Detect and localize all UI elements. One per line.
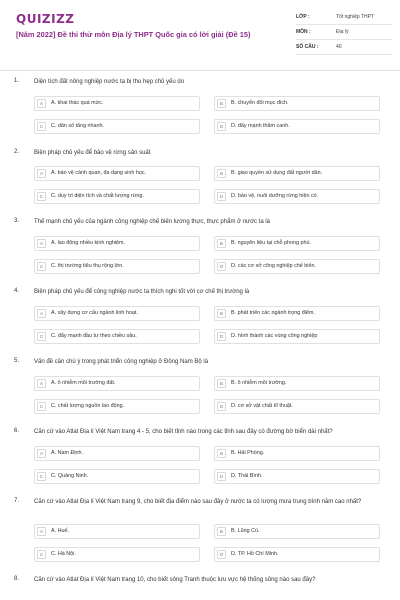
question-number: 8. [14, 576, 20, 582]
option-text: C. chất lượng nguồn lao động. [51, 403, 125, 409]
option-a[interactable] [34, 524, 200, 539]
option-text: B. phát triển các ngành trọng điểm. [231, 310, 315, 316]
meta-table [296, 10, 392, 55]
question-text: Diện tích đất nông nghiệp nước ta bị thu hẹp chủ yếu do [34, 79, 185, 85]
option-a[interactable] [34, 446, 200, 461]
meta-value: Tốt nghiệp THPT [336, 14, 374, 20]
question-number: 3. [14, 218, 20, 224]
option-text: B. ô nhiễm môi trường. [231, 380, 287, 386]
option-text: D. bảo vệ, nuôi dưỡng rừng hiện có. [231, 193, 319, 199]
option-letter: D [217, 402, 226, 411]
quizizz-logo: QUIZIZZ [16, 12, 75, 26]
meta-value: Địa lý [336, 29, 349, 35]
option-letter: C [37, 332, 46, 341]
option-a[interactable] [34, 96, 200, 111]
option-letter: A [37, 449, 46, 458]
option-letter: A [37, 379, 46, 388]
option-letter: A [37, 169, 46, 178]
option-text: C. duy trì diện tích và chất lượng rừng. [51, 193, 144, 199]
option-letter: D [217, 122, 226, 131]
option-text: B. Lũng Cú. [231, 528, 260, 534]
option-letter: A [37, 239, 46, 248]
question-number: 7. [14, 498, 20, 504]
option-c[interactable] [34, 259, 200, 274]
option-letter: C [37, 402, 46, 411]
option-d[interactable] [214, 189, 380, 204]
document-header [0, 0, 400, 66]
option-text: A. ô nhiễm môi trường đất. [51, 380, 116, 386]
option-b[interactable] [214, 376, 380, 391]
option-letter: B [217, 449, 226, 458]
option-a[interactable] [34, 376, 200, 391]
option-d[interactable] [214, 469, 380, 484]
option-letter: B [217, 99, 226, 108]
option-text: A. Huế. [51, 528, 69, 534]
option-c[interactable] [34, 399, 200, 414]
meta-label: LỚP : [296, 14, 310, 20]
meta-row-count [296, 40, 392, 55]
option-c[interactable] [34, 189, 200, 204]
question-number: 6. [14, 428, 20, 434]
option-b[interactable] [214, 524, 380, 539]
question-number: 4. [14, 288, 20, 294]
question-number: 1. [14, 78, 20, 84]
option-d[interactable] [214, 119, 380, 134]
option-text: A. xây dựng cơ cấu ngành linh hoạt. [51, 310, 138, 316]
meta-label: SỐ CÂU : [296, 44, 319, 50]
option-b[interactable] [214, 96, 380, 111]
option-a[interactable] [34, 306, 200, 321]
option-letter: C [37, 472, 46, 481]
option-c[interactable] [34, 547, 200, 562]
option-letter: B [217, 309, 226, 318]
option-text: C. đẩy mạnh đầu tư theo chiều sâu. [51, 333, 137, 339]
option-letter: D [217, 332, 226, 341]
option-text: A. lao động nhiều kinh nghiệm. [51, 240, 126, 246]
option-letter: B [217, 527, 226, 536]
option-letter: D [217, 262, 226, 271]
option-text: D. hình thành các vùng công nghiệp [231, 333, 318, 339]
option-letter: C [37, 192, 46, 201]
option-a[interactable] [34, 236, 200, 251]
question-text: Biện pháp chủ yếu để bảo vệ rừng sản suất [34, 150, 151, 156]
meta-label: MÔN : [296, 29, 311, 35]
option-b[interactable] [214, 306, 380, 321]
question-text: Căn cứ vào Atlat Địa lí Việt Nam trang 9, cho biết địa điểm nào sau đây ở nước ta có lượng mưa trung bình năm cao nhất? [34, 499, 362, 505]
option-d[interactable] [214, 259, 380, 274]
option-letter: A [37, 99, 46, 108]
option-text: D. cơ sở vật chất kĩ thuật. [231, 403, 293, 409]
option-text: B. nguyên liệu tại chỗ phong phú. [231, 240, 312, 246]
option-d[interactable] [214, 399, 380, 414]
option-text: B. giao quyền sử dụng đất người dân. [231, 170, 323, 176]
option-text: C. Quảng Ninh. [51, 473, 89, 479]
question-text: Thế mạnh chủ yếu của ngành công nghiệp chế biến lương thực, thực phẩm ở nước ta là [34, 219, 271, 225]
option-text: B. chuyển đổi mục đích. [231, 100, 289, 106]
option-letter: B [217, 169, 226, 178]
option-letter: D [217, 550, 226, 559]
option-letter: A [37, 309, 46, 318]
question-number: 2. [14, 149, 20, 155]
option-text: C. dân số tăng nhanh. [51, 123, 105, 129]
option-text: D. TP. Hồ Chí Minh. [231, 551, 279, 557]
meta-row-grade [296, 10, 392, 25]
question-text: Căn cứ vào Atlat Địa lí Việt Nam trang 10, cho biết sông Tranh thuộc lưu vực hệ thống sông nào sau đây? [34, 577, 316, 583]
option-letter: D [217, 472, 226, 481]
option-text: C. thị trường tiêu thụ rộng lớn. [51, 263, 124, 269]
option-c[interactable] [34, 119, 200, 134]
header-divider [0, 70, 400, 71]
option-letter: C [37, 550, 46, 559]
meta-value: 40 [336, 44, 342, 50]
option-text: D. Thái Bình. [231, 473, 263, 479]
option-b[interactable] [214, 166, 380, 181]
meta-row-subject [296, 25, 392, 40]
option-letter: C [37, 122, 46, 131]
option-text: A. khai thác quá mức. [51, 100, 104, 106]
question-text: Biện pháp chủ yếu để công nghiệp nước ta thích nghi tốt với cơ chế thị trường là [34, 289, 250, 295]
question-text: Vấn đề cần chú ý trong phát triển công nghiệp ở Đông Nam Bộ là [34, 359, 209, 365]
option-d[interactable] [214, 547, 380, 562]
option-b[interactable] [214, 236, 380, 251]
option-text: A. bảo vệ cảnh quan, đa dạng sinh học. [51, 170, 147, 176]
option-text: A. Nam Định. [51, 450, 84, 456]
option-a[interactable] [34, 166, 200, 181]
question-number: 5. [14, 358, 20, 364]
option-letter: A [37, 527, 46, 536]
option-letter: B [217, 239, 226, 248]
option-b[interactable] [214, 446, 380, 461]
document-title: [Năm 2022] Đề thi thử môn Địa lý THPT Quốc gia có lời giải (Đề 15) [16, 30, 251, 39]
question-text: Căn cứ vào Atlat Địa lí Việt Nam trang 4 - 5, cho biết tỉnh nào trong các tỉnh sau đây có đường bờ biển dài nhất? [34, 429, 333, 435]
option-c[interactable] [34, 469, 200, 484]
option-d[interactable] [214, 329, 380, 344]
option-letter: D [217, 192, 226, 201]
option-letter: B [217, 379, 226, 388]
option-text: D. đẩy mạnh thâm canh. [231, 123, 290, 129]
option-text: D. các cơ sở công nghiệp chế biến. [231, 263, 316, 269]
option-c[interactable] [34, 329, 200, 344]
option-letter: C [37, 262, 46, 271]
option-text: C. Hà Nội. [51, 551, 76, 557]
option-text: B. Hải Phòng. [231, 450, 265, 456]
